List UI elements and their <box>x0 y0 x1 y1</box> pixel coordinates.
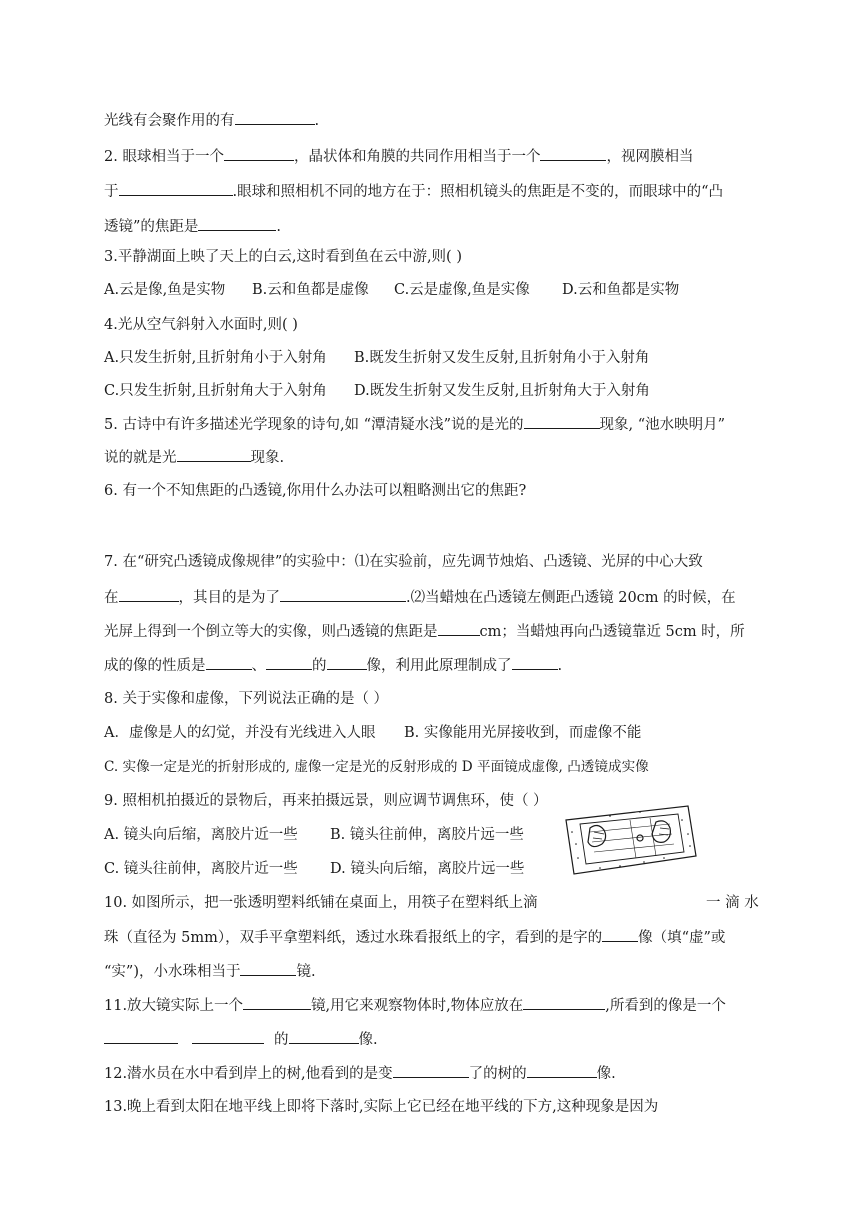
option-c[interactable]: C. 镜头往前伸，离胶片近一些 <box>104 861 298 877</box>
question-1-tail: 光线有会聚作用的有 . <box>104 110 764 131</box>
question-7-line-3: 光屏上得到一个倒立等大的实像，则凸透镜的焦距是 cm；当蜡烛再向凸透镜靠近 5cm 时，所 <box>104 621 764 642</box>
dot-pattern <box>571 811 691 869</box>
answer-blank[interactable] <box>523 995 605 1010</box>
question-4-stem: 4.光从空气斜射入水面时,则( ) <box>104 317 298 333</box>
answer-blank[interactable] <box>240 961 296 976</box>
question-2-line-3: 透镜”的焦距是 . <box>104 216 764 237</box>
option-b[interactable]: B.既发生折射又发生反射,且折射角小于入射角 <box>354 350 650 366</box>
newspaper-illustration <box>566 806 696 874</box>
option-d[interactable]: D.云和鱼都是实物 <box>562 282 680 298</box>
answer-blank[interactable] <box>104 1029 178 1044</box>
answer-blank[interactable] <box>524 414 600 429</box>
answer-blank[interactable] <box>280 587 406 602</box>
answer-blank[interactable] <box>438 621 480 636</box>
option-a[interactable]: A. 镜头向后缩，离胶片近一些 <box>104 827 298 843</box>
answer-blank[interactable] <box>327 655 367 670</box>
question-7-line-2: 在 ，其目的是为了 .⑵当蜡烛在凸透镜左侧距凸透镜 20cm 的时候，在 <box>104 587 764 608</box>
option-b[interactable]: B.云和鱼都是虚像 <box>252 282 369 298</box>
question-10-line-2: 珠（直径为 5mm），双手平拿塑料纸，透过水珠看报纸上的字，看到的是字的 像（填“虚”或 <box>104 927 764 948</box>
question-3-options <box>104 280 764 300</box>
question-12: 12.潜水员在水中看到岸上的树,他看到的是变 了的树的 像. <box>104 1063 764 1084</box>
answer-blank[interactable] <box>512 655 558 670</box>
question-3-stem: 3.平静湖面上映了天上的白云,这时看到鱼在云中游,则( ) <box>104 249 462 265</box>
option-c[interactable]: C.云是虚像,鱼是实像 <box>394 282 530 298</box>
answer-blank[interactable] <box>243 995 311 1010</box>
answer-blank[interactable] <box>198 216 276 231</box>
question-8-options-row-2[interactable]: C. 实像一定是光的折射形成的, 虚像一定是光的反射形成的 D 平面镜成虚像, 凸透镜成实像 <box>104 759 649 775</box>
answer-blank[interactable] <box>540 146 606 161</box>
answer-blank[interactable] <box>119 587 179 602</box>
answer-blank[interactable] <box>177 447 251 462</box>
question-13: 13.晚上看到太阳在地平线上即将下落时,实际上它已经在地平线的下方,这种现象是因为 <box>104 1099 659 1115</box>
answer-blank[interactable] <box>119 181 233 196</box>
option-a[interactable]: A.只发生折射,且折射角小于入射角 <box>104 350 327 366</box>
option-c[interactable]: C.只发生折射,且折射角大于入射角 <box>104 383 327 399</box>
answer-blank[interactable] <box>192 1029 264 1044</box>
question-10-line-3: “实”)，小水珠相当于 镜. <box>104 961 764 982</box>
answer-blank[interactable] <box>266 655 312 670</box>
option-d[interactable]: D.既发生折射又发生反射,且折射角大于入射角 <box>354 383 650 399</box>
question-4-options-row-1 <box>104 348 764 368</box>
question-11-line-1: 11.放大镜实际上一个 镜,用它来观察物体时,物体应放在 ,所看到的像是一个 <box>104 995 764 1016</box>
answer-blank[interactable] <box>602 927 638 942</box>
option-a[interactable]: A.云是像,鱼是实物 <box>104 282 226 298</box>
answer-blank[interactable] <box>235 110 315 125</box>
question-8-options-row-1 <box>104 723 764 743</box>
question-7-line-1: 7. 在“研究凸透镜成像规律”的实验中：⑴在实验前，应先调节烛焰、凸透镜、光屏的中心大致 <box>104 554 703 570</box>
question-10-line-1: 10. 如图所示，把一张透明塑料纸铺在桌面上，用筷子在塑料纸上滴 <box>104 895 538 911</box>
option-d[interactable]: D. 镜头向后缩，离胶片远一些 <box>330 861 525 877</box>
question-8-stem: 8. 关于实像和虚像，下列说法正确的是（ ） <box>104 691 389 707</box>
question-2-line-2: 于 .眼球和照相机不同的地方在于：照相机镜头的焦距是不变的，而眼球中的“凸 <box>104 181 764 202</box>
question-10-line-1-end: 一 滴 水 <box>706 895 759 911</box>
answer-blank[interactable] <box>289 1029 359 1044</box>
question-4-options-row-2 <box>104 381 764 401</box>
option-b[interactable]: B. 镜头往前伸，离胶片远一些 <box>330 827 524 843</box>
answer-blank[interactable] <box>393 1063 469 1078</box>
question-11-line-2: 的 像. <box>104 1029 764 1050</box>
option-b[interactable]: B. 实像能用光屏接收到，而虚像不能 <box>404 725 642 741</box>
option-a[interactable]: A．虚像是人的幻觉，并没有光线进入人眼 <box>104 725 376 741</box>
answer-blank[interactable] <box>224 146 294 161</box>
answer-blank[interactable] <box>527 1063 597 1078</box>
water-drop-figure <box>560 798 700 878</box>
question-7-line-4: 成的像的性质是 、 的 像，利用此原理制成了 . <box>104 655 764 676</box>
question-5-line-2: 说的就是光 现象. <box>104 447 764 468</box>
question-9-stem: 9. 照相机拍摄近的景物后，再来拍摄远景，则应调节调焦环，使（ ） <box>104 793 548 809</box>
question-6: 6. 有一个不知焦距的凸透镜,你用什么办法可以粗略测出它的焦距? <box>104 483 527 499</box>
answer-blank[interactable] <box>206 655 252 670</box>
question-5-line-1: 5. 古诗中有许多描述光学现象的诗句,如 “潭清疑水浅”说的是光的 现象, “池水映明月” <box>104 414 764 435</box>
question-2-line-1: 2. 眼球相当于一个 ，晶状体和角膜的共同作用相当于一个 ，视网膜相当 <box>104 146 764 167</box>
